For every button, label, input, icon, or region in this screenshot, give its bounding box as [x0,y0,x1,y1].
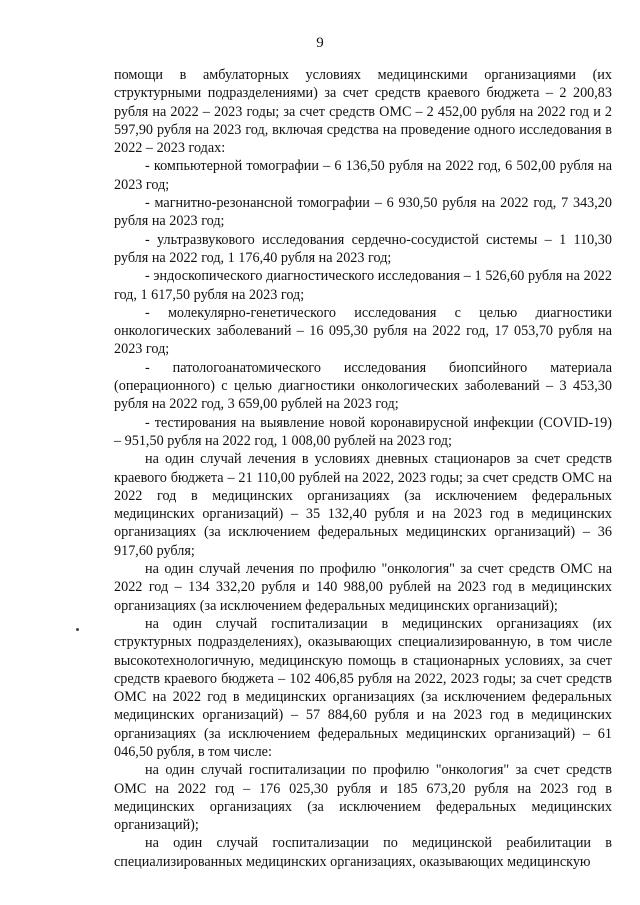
list-item-covid-testing: - тестирования на выявление новой коронавирусной инфекции (COVID-19) – 951,50 рубля на 2022 год, 1 008,00 рублей на 2023 год; [114,414,612,449]
paragraph-oncology-hospitalization: на один случай госпитализации по профилю "онкология" за счет средств ОМС на 2022 год – 176 025,30 рубля и 185 673,20 рубля на 2023 год в медицинских организациях (за исключением федеральных медицинских организаций); [114,762,612,834]
page-number: 9 [316,35,324,51]
paragraph-oncology-treatment: на один случай лечения по профилю "онкология" за счет средств ОМС на 2022 год – 134 332,20 рубля и 140 988,00 рублей на 2023 год в медицинских организациях (за исключением федеральных медицинских организаций); [114,561,612,614]
list-item-pathology: - патологоанатомического исследования биопсийного материала (операционного) с целью диагностики онкологических заболеваний – 3 453,30 рубля на 2022 год, 3 659,00 рублей на 2023 год; [114,359,612,413]
list-item-ultrasound: - ультразвукового исследования сердечно-сосудистой системы – 1 110,30 рубля на 2022 год, 1 176,40 рубля на 2023 год; [114,231,612,266]
list-item-molecular-genetic: - молекулярно-генетического исследования с целью диагностики онкологических заболеваний – 16 095,30 рубля на 2022 год, 17 053,70 рубля на 2023 год; [114,304,612,358]
paragraph-hospitalization: на один случай госпитализации в медицинских организациях (их структурных подразделениях), оказывающих специализированную, в том числе высокотехнологичную, медицинскую помощь в стационарных условиях, за счет средств краевого бюджета – 102 406,85 рубля на 2022, 2023 годы; за счет средств ОМС на 2022 год в медицинских организациях (за исключением федеральных медицинских организаций) – 57 884,60 рубля и на 2023 год в медицинских организациях (за исключением федеральных медицинских организаций) – 61 046,50 рубля, в том числе: [114,615,612,760]
paragraph-day-hospital: на один случай лечения в условиях дневных стационаров за счет средств краевого бюджета – 21 110,00 рублей на 2022, 2023 годы; за счет средств ОМС на 2022 год в медицинских организациях (за исключением федеральных медицинских организаций) – 35 132,40 рубля и на 2023 год в медицинских организациях (за исключением федеральных медицинских организаций) – 36 917,60 рубля; [114,451,612,559]
paragraph-outpatient-funding: помощи в амбулаторных условиях медицинскими организациями (их структурными подразделениями) за счет средств краевого бюджета – 2 200,83 рубля на 2022 – 2023 годы; за счет средств ОМС – 2 452,00 рубля на 2022 год и 2 597,90 рубля на 2023 год, включая средства на проведение одного исследования в 2022 – 2023 годах: [114,67,612,157]
list-item-mri: - магнитно-резонансной томографии – 6 930,50 рубля на 2022 год, 7 343,20 рубля на 2023 год; [114,195,612,230]
list-item-ct: - компьютерной томографии – 6 136,50 рубля на 2022 год, 6 502,00 рубля на 2023 год; [114,158,612,193]
paragraph-rehabilitation: на один случай госпитализации по медицинской реабилитации в специализированных медицинских организациях, оказывающих медицинскую [114,835,612,870]
list-item-endoscopy: - эндоскопического диагностического исследования – 1 526,60 рубля на 2022 год, 1 617,50 рубля на 2023 год; [114,268,612,303]
scan-dot [76,628,79,631]
document-body [114,66,612,871]
